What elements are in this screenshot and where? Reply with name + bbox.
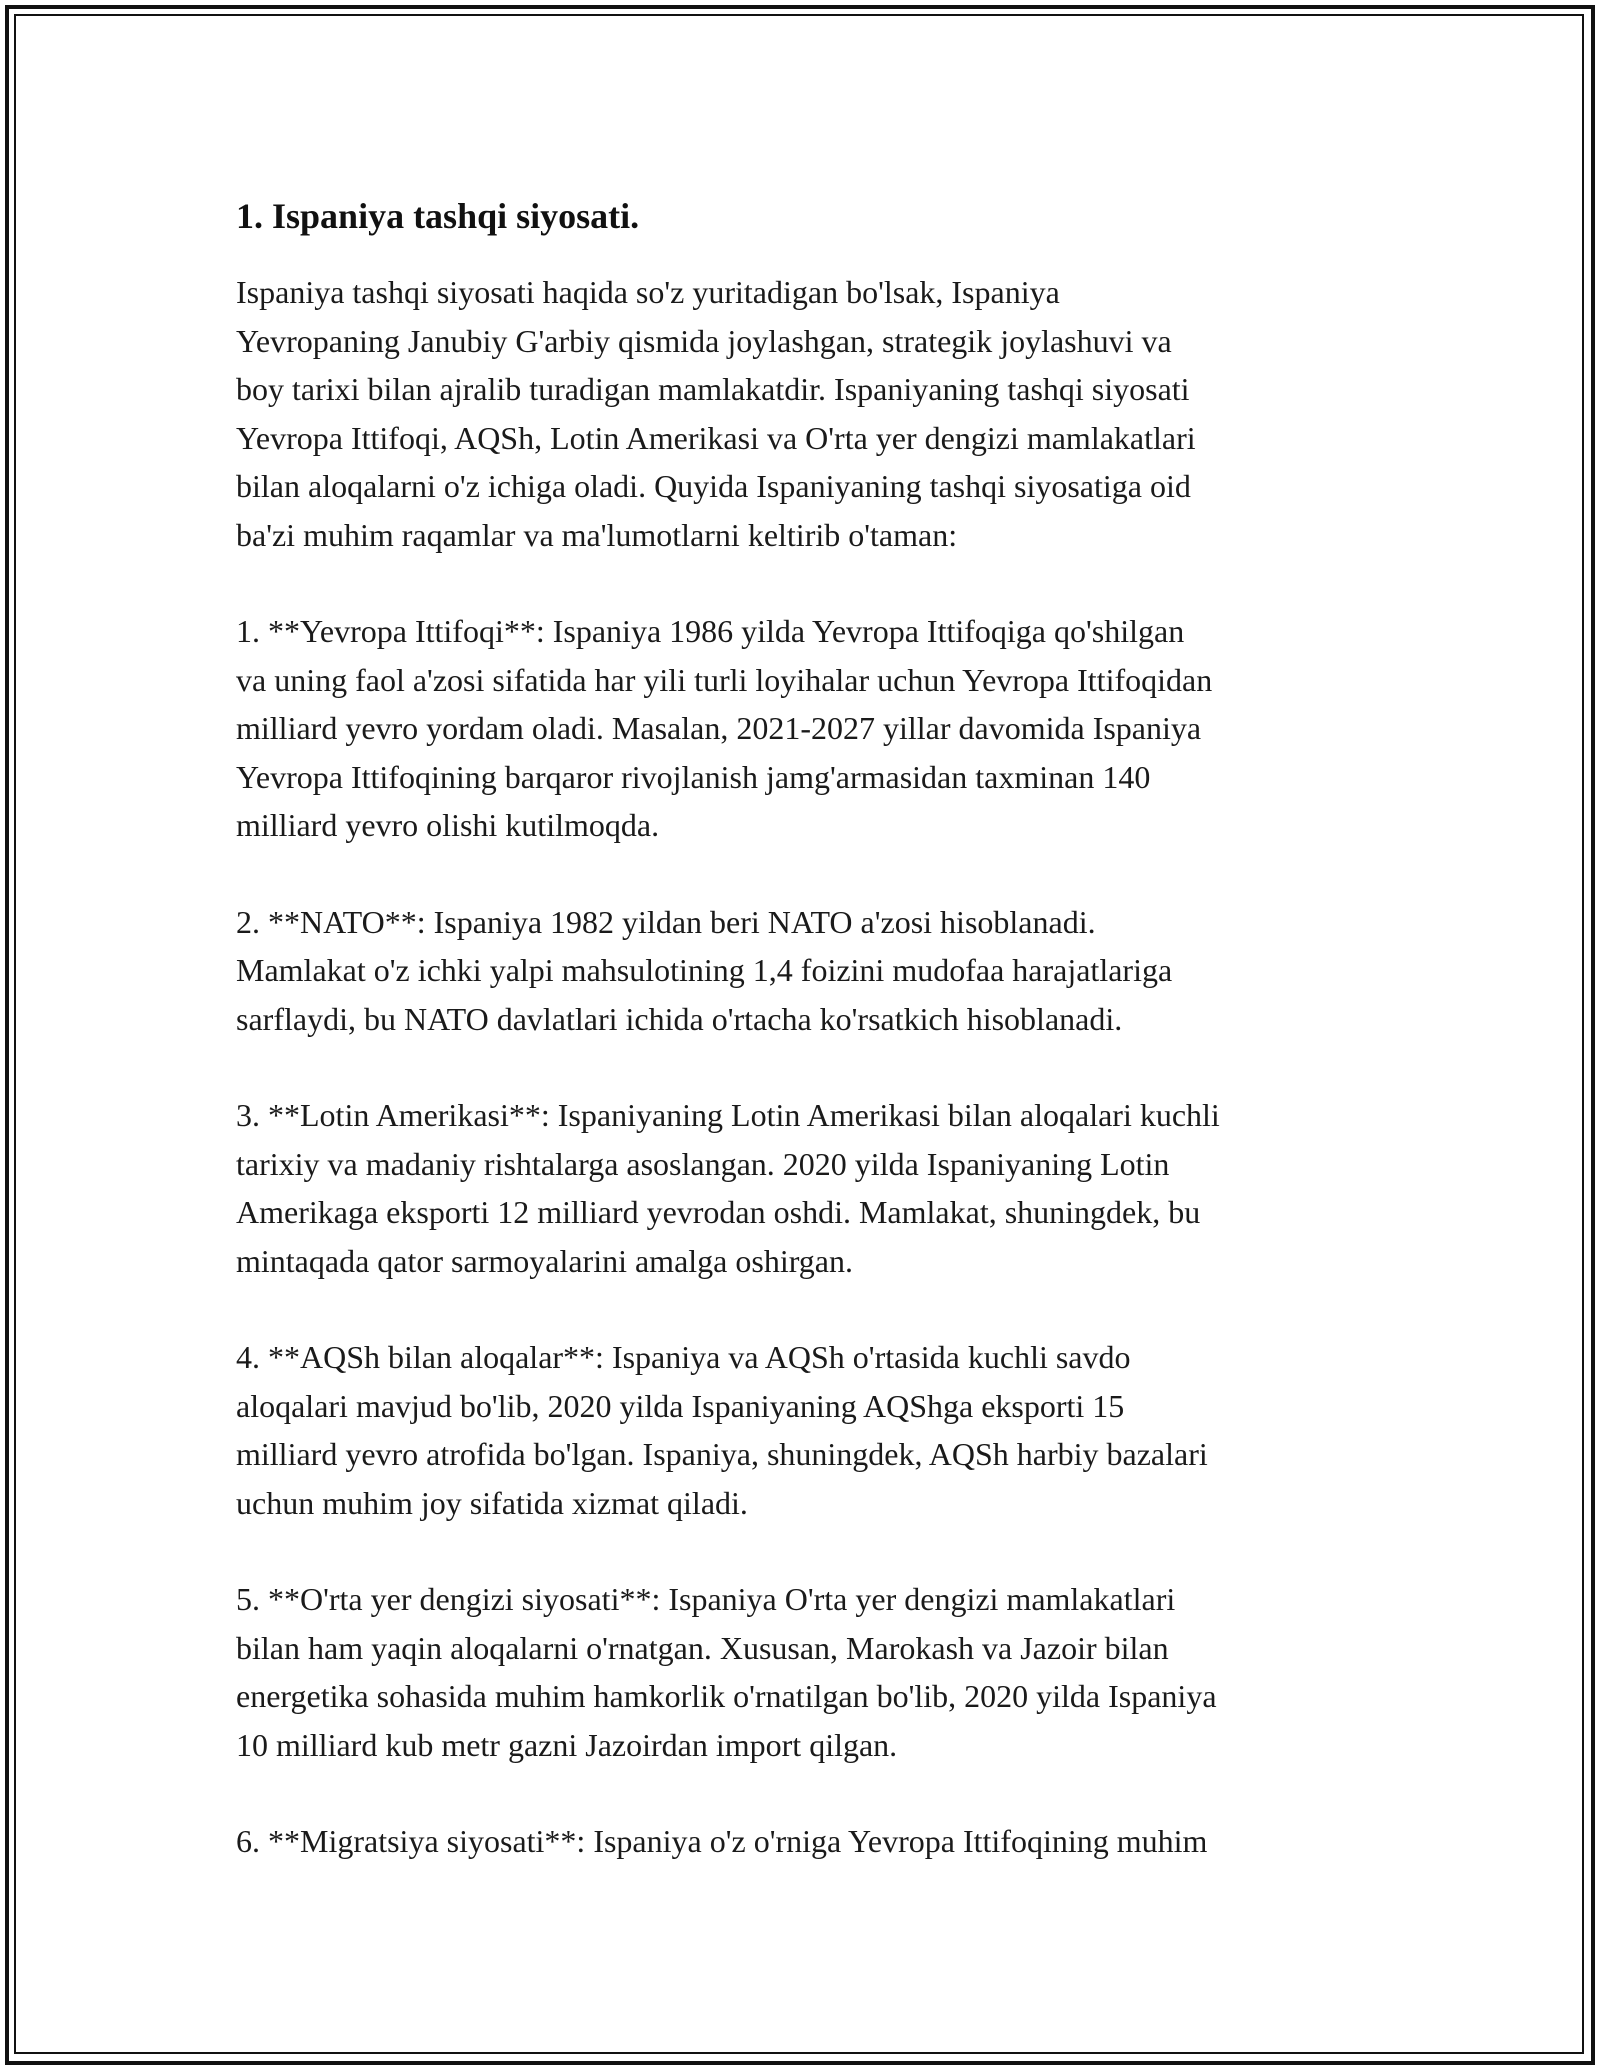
paragraph-latin-america: 3. **Lotin Amerikasi**: Ispaniyaning Lotin Amerikasi bilan aloqalari kuchli tarixiy va madaniy rishtalarga asoslangan. 2020 yilda Ispaniyaning Lotin Amerikaga eksporti 12 milliard yevrodan oshdi. Mamlakat, shuningdek, bu mintaqada qator sarmoyalarini amalga oshirgan. — [236, 1097, 1220, 1279]
document-body — [236, 192, 1386, 1914]
paragraph-migration: 6. **Migratsiya siyosati**: Ispaniya o'z o'rniga Yevropa Ittifoqining muhim — [236, 1823, 1208, 1859]
paragraph-usa: 4. **AQSh bilan aloqalar**: Ispaniya va AQSh o'rtasida kuchli savdo aloqalari mavjud bo'lib, 2020 yilda Ispaniyaning AQShga eksporti 15 milliard yevro atrofida bo'lgan. Ispaniya, shuningdek, AQSh harbiy bazalari uchun muhim joy sifatida xizmat qiladi. — [236, 1339, 1208, 1521]
document-title: 1. Ispaniya tashqi siyosati. — [236, 196, 640, 236]
paragraph-eu: 1. **Yevropa Ittifoqi**: Ispaniya 1986 yilda Yevropa Ittifoqiga qo'shilgan va uning faol a'zosi sifatida har yili turli loyihalar uchun Yevropa Ittifoqidan milliard yevro yordam oladi. Masalan, 2021-2027 yillar davomida Ispaniya Yevropa Ittifoqining barqaror rivojlanish jamg'armasidan taxminan 140 milliard yevro olishi kutilmoqda. — [236, 613, 1213, 843]
paragraph-nato: 2. **NATO**: Ispaniya 1982 yildan beri NATO a'zosi hisoblanadi. Mamlakat o'z ichki yalpi mahsulotining 1,4 foizini mudofaa harajatlariga sarflaydi, bu NATO davlatlari ichida o'rtacha ko'rsatkich hisoblanadi. — [236, 903, 1173, 1037]
paragraph-mediterranean: 5. **O'rta yer dengizi siyosati**: Ispaniya O'rta yer dengizi mamlakatlari bilan ham yaqin aloqalarni o'rnatgan. Xususan, Marokash va Jazoir bilan energetika sohasida muhim hamkorlik o'rnatilgan bo'lib, 2020 yilda Ispaniya 10 milliard kub metr gazni Jazoirdan import qilgan. — [236, 1581, 1217, 1763]
intro-paragraph: Ispaniya tashqi siyosati haqida so'z yuritadigan bo'lsak, Ispaniya Yevropaning Janubiy G'arbiy qismida joylashgan, strategik joylashuvi va boy tarixi bilan ajralib turadigan mamlakatdir. Ispaniyaning tashqi siyosati Yevropa Ittifoqi, AQSh, Lotin Amerikasi va O'rta yer dengizi mamlakatlari bilan aloqalarni o'z ichiga oladi. Quyida Ispaniyaning tashqi siyosatiga oid ba'zi muhim raqamlar va ma'lumotlarni keltirib o'taman: — [236, 274, 1196, 553]
